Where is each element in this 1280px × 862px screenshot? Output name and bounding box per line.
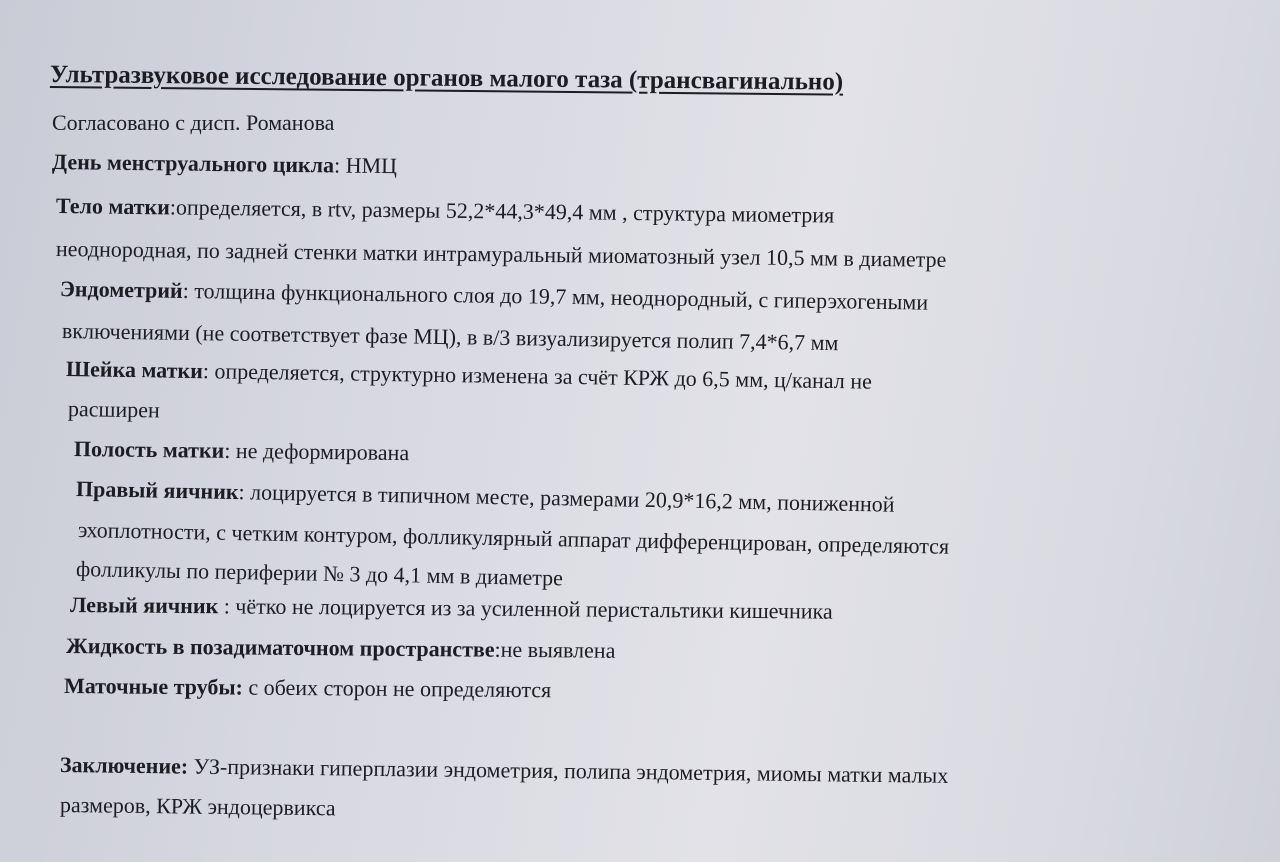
cycle-day-value: : НМЦ	[333, 152, 398, 179]
cervix-label: Шейка матки	[65, 356, 204, 384]
document-title: Ультразвуковое исследование органов малого таза (трансвагинально)	[49, 61, 844, 96]
right-ovary-label: Правый яичник	[75, 476, 239, 505]
fluid-label: Жидкость в позадиматочном пространстве	[65, 633, 495, 662]
left-ovary-value: : чётко не лоцируется из за усиленной перистальтики кишечника	[218, 593, 833, 624]
conclusion-label: Заключение:	[59, 752, 189, 779]
fluid-value: :не выявлена	[494, 636, 616, 663]
uterus-body-label: Тело матки	[55, 193, 171, 220]
conclusion-text-1: УЗ-признаки гиперплазии эндометрия, полипа эндометрия, миомы матки малых	[188, 753, 949, 788]
uterine-cavity-line	[74, 436, 409, 466]
endometrium-text-1: : толщина функционального слоя до 19,7 мм, неоднородный, с гиперэхогеными	[182, 277, 929, 315]
cycle-day-label: День менструального цикла	[51, 149, 335, 178]
fluid-line	[66, 633, 616, 664]
right-ovary-line-3: фолликулы по периферии № 3 до 4,1 мм в диаметре	[75, 556, 564, 591]
tubes-line	[64, 673, 551, 703]
conclusion-line-2: размеров, КРЖ эндоцервикса	[59, 792, 336, 821]
left-ovary-label: Левый яичник	[69, 592, 219, 619]
uterus-body-text-1: :определяется, в rtv, размеры 52,2*44,3*49,4 мм , структура миометрия	[169, 194, 835, 228]
uterus-body-line-2: неоднородная, по задней стенки матки интрамуральный миоматозный узел 10,5 мм в диаметре	[55, 236, 947, 272]
endometrium-label: Эндометрий	[59, 276, 183, 303]
uterine-cavity-value: : не деформирована	[224, 437, 410, 466]
cervix-text-1: : определяется, структурно изменена за счёт КРЖ до 6,5 мм, ц/канал не	[202, 358, 873, 394]
right-ovary-text-1: : лоцируется в типичном месте, размерами 20,9*16,2 мм, пониженной	[238, 479, 895, 517]
cervix-line-1	[66, 356, 872, 395]
cervix-line-2: расширен	[67, 396, 160, 423]
tubes-value: с обеих сторон не определяются	[242, 674, 552, 703]
right-ovary-line-2: эхоплотности, с четким контуром, фолликулярный аппарат дифференцирован, определяются	[77, 517, 950, 559]
endometrium-line-2: включениями (не соответствует фазе МЦ), в в/3 визуализируется полип 7,4*6,7 мм	[61, 318, 839, 356]
left-ovary-line	[70, 592, 833, 625]
uterus-body-line-1	[56, 193, 835, 229]
cycle-day-line	[52, 149, 397, 179]
endometrium-line-1	[60, 276, 928, 316]
agreed-line: Согласовано с дисп. Романова	[52, 110, 335, 135]
uterine-cavity-label: Полость матки	[73, 436, 225, 463]
tubes-label: Маточные трубы:	[63, 673, 244, 700]
right-ovary-line-1	[76, 476, 895, 518]
conclusion-line-1	[60, 752, 949, 789]
